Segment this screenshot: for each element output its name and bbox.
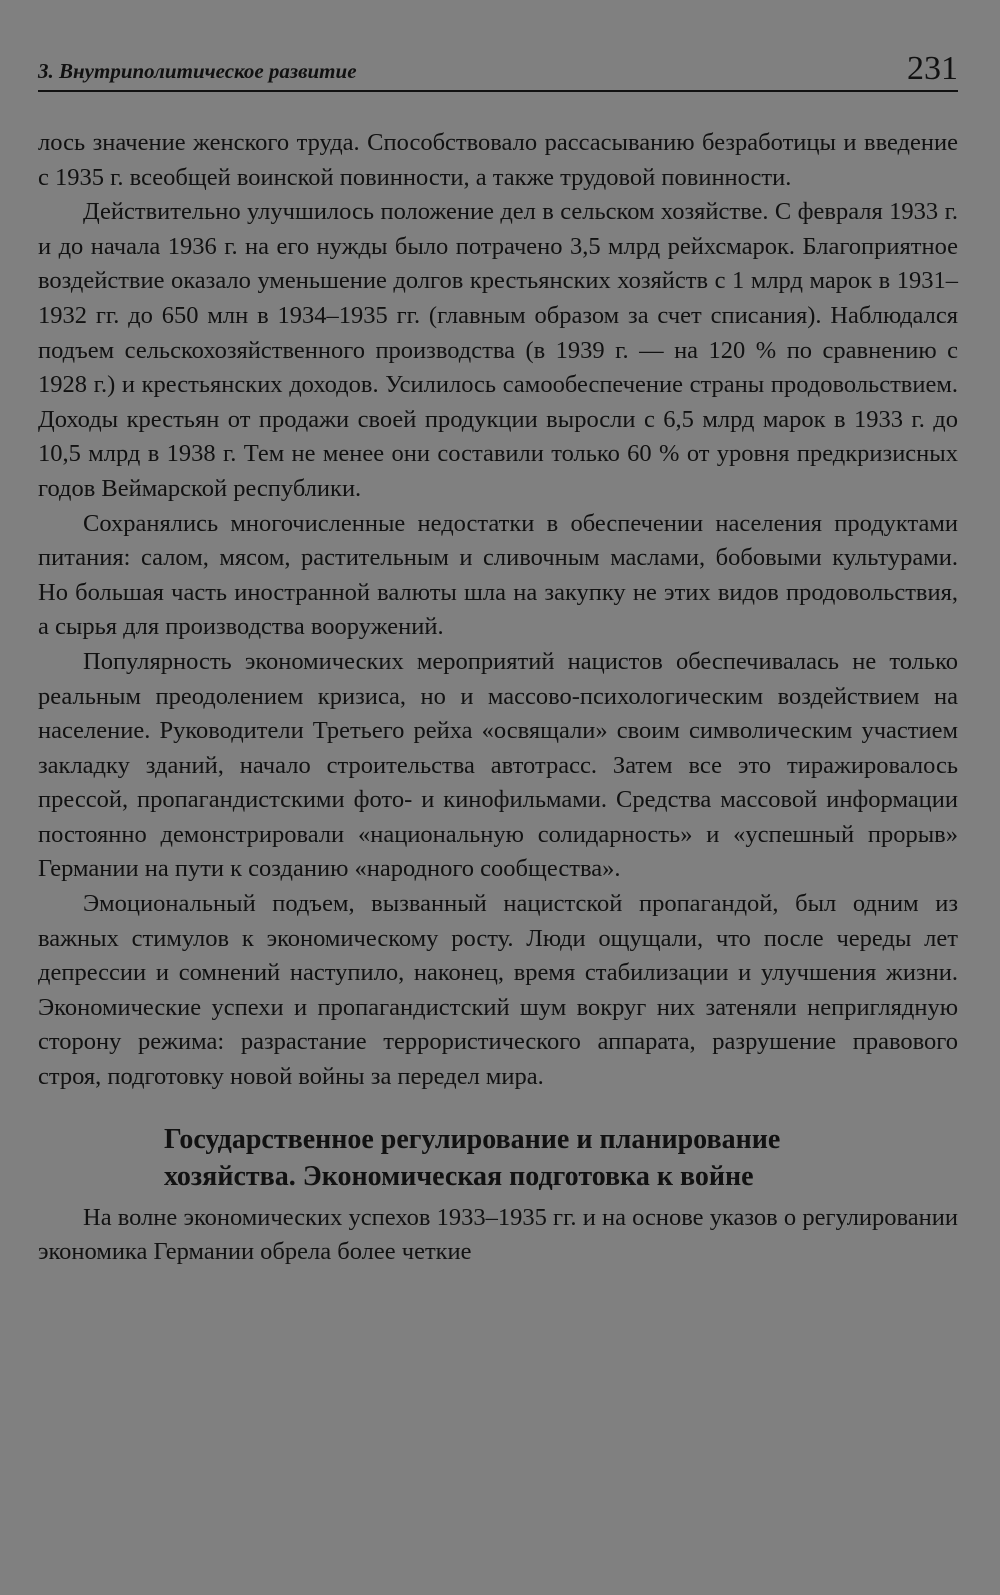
section-heading-line-2: хозяйства. Экономическая подготовка к войне	[164, 1160, 754, 1192]
paragraph-5: Эмоциональный подъем, вызванный нацистской пропагандой, был одним из важных стимулов к экономическому росту. Люди ощущали, что после череды лет депрессии и сомнений наступило, наконец, время стабилизации и улучшения жизни. Экономические успехи и пропагандистский шум вокруг них затеняли неприглядную сторону режима: разрастание террористического аппарата, разрушение правового строя, подготовку новой войны за передел мира.	[38, 890, 958, 1091]
section-paragraph: На волне экономических успехов 1933–1935 гг. и на основе указов о регулировании экономика Германии обрела более четкие	[38, 1203, 958, 1266]
paragraph-1: лось значение женского труда. Способствовало рассасыванию безработицы и введение с 1935 г. всеобщей воинской повинности, а также трудовой повинности.	[38, 129, 958, 191]
page-number: 231	[907, 50, 958, 87]
section-heading-line-1: Государственное регулирование и планирование	[164, 1123, 781, 1155]
book-page	[38, 40, 958, 1270]
body-text	[38, 126, 958, 1270]
section-heading	[164, 1121, 958, 1195]
paragraph-3: Сохранялись многочисленные недостатки в обеспечении населения продуктами питания: салом, мясом, растительным и сливочным маслами, бобовыми культурами. Но большая часть иностранной валюты шла на закупку не этих видов продовольствия, а сырья для производства вооружений.	[38, 509, 958, 641]
paragraph-2: Действительно улучшилось положение дел в сельском хозяйстве. С февраля 1933 г. и до начала 1936 г. на его нужды было потрачено 3,5 млрд рейхсмарок. Благоприятное воздействие оказало уменьшение долгов крестьянских хозяйств с 1 млрд марок в 1931–1932 гг. до 650 млн в 1934–1935 гг. (главным образом за счет списания). Наблюдался подъем сельскохозяйственного производства (в 1939 г. — на 120 % по сравнению с 1928 г.) и крестьянских доходов. Усилилось самообеспечение страны продовольствием. Доходы крестьян от продажи своей продукции выросли с 6,5 млрд марок в 1933 г. до 10,5 млрд в 1938 г. Тем не менее они составили только 60 % от уровня предкризисных годов Веймарской республики.	[38, 198, 958, 502]
paragraph-4: Популярность экономических мероприятий нацистов обеспечивалась не только реальным преодолением кризиса, но и массово-психологическим воздействием на население. Руководители Третьего рейха «освящали» своим символическим участием закладку зданий, начало строительства автотрасс. Затем все это тиражировалось прессой, пропагандистскими фото- и кинофильмами. Средства массовой информации постоянно демонстрировали «национальную солидарность» и «успешный прорыв» Германии на пути к созданию «народного сообщества».	[38, 647, 958, 883]
running-header	[38, 40, 958, 92]
chapter-title: 3. Внутриполитическое развитие	[38, 59, 357, 83]
